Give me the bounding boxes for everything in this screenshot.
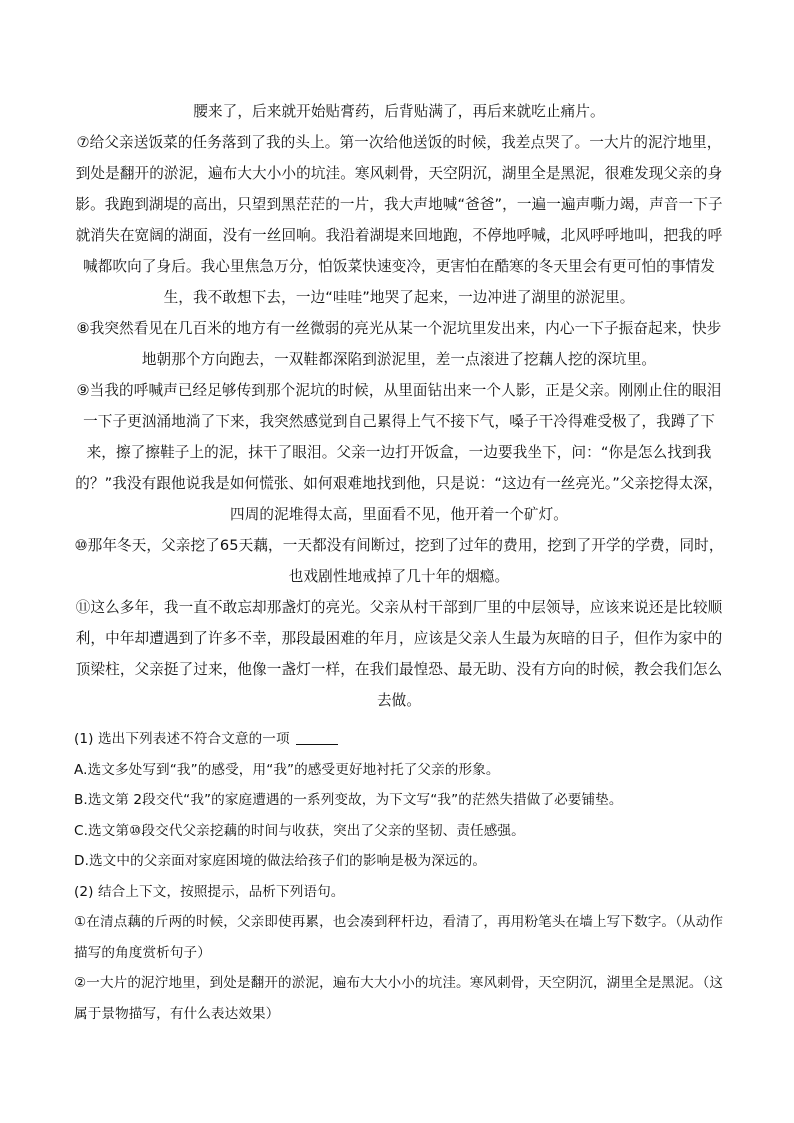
- passage-paragraph-9: ⑨当我的呼喊声已经足够传到那个泥坑的时候，从里面钻出来一个人影，正是父亲。刚刚止住的眼泪一下子更汹涌地淌了下来，我突然感觉到自己累得上气不接下气，嗓子干冷得难受极了，我蹲了下来，擦了擦鞋子上的泥，抹干了眼泪。父亲一边打开饭盒，一边要我坐下，问：“你是怎么找到我的？”我没有跟他说我是如何慌张、如何艰难地找到他，只是说：“这边有一丝亮光。”父亲挖得太深，四周的泥堆得太高，里面看不见，他开着一个矿灯。: [75, 382, 723, 523]
- passage-paragraph-10: ⑩那年冬天，父亲挖了65天藕，一天都没有间断过，挖到了过年的费用，挖到了开学的学费，同时，也戏剧性地戒掉了几十年的烟瘾。: [74, 537, 724, 585]
- reading-passage: [74, 96, 724, 716]
- question-2-stem: (2) 结合上下文，按照提示，品析下列语句。: [74, 883, 345, 900]
- question-1-stem: [74, 724, 724, 755]
- question-1-option-a: A.选文多处写到“我”的感受，用“我”的感受更好地衬托了父亲的形象。: [74, 761, 500, 778]
- question-section: [74, 724, 724, 1029]
- question-1-text: (1) 选出下列表述不符合文意的一项: [74, 731, 290, 747]
- passage-paragraph-11: ⑪这么多年，我一直不敢忘却那盏灯的亮光。父亲从村干部到厂里的中层领导，应该来说还是比较顺利，中年却遭遇到了许多不幸，那段最困难的年月，应该是父亲人生最为灰暗的日子，但作为家中的顶梁柱，父亲挺了过来，他像一盏灯一样，在我们最惶恐、最无助、没有方向的时候，教会我们怎么去做。: [75, 599, 723, 709]
- passage-paragraph-7: ⑦给父亲送饭菜的任务落到了我的头上。第一次给他送饭的时候，我差点哭了。一大片的泥泞地里，到处是翻开的淤泥，遍布大大小小的坑洼。寒风刺骨，天空阴沉，湖里全是黑泥，很难发现父亲的身影。我跑到湖堤的高出，只望到黑茫茫的一片，我大声地喊“爸爸”，一遍一遍声嘶力竭，声音一下子就消失在宽阔的湖面，没有一丝回响。我沿着湖堤来回地跑，不停地呼喊，北风呼呼地叫，把我的呼喊都吹向了身后。我心里焦急万分，怕饭菜快速变冷，更害怕在酷寒的冬天里会有更可怕的事情发生，我不敢想下去，一边“哇哇”地哭了起来，一边冲进了湖里的淤泥里。: [75, 134, 723, 306]
- question-2-item-1: ①在清点藕的斤两的时候，父亲即使再累，也会凑到秤杆边，看清了，再用粉笔头在墙上写下数字。（从动作描写的角度赏析句子）: [74, 914, 724, 961]
- passage-paragraph-8: ⑧我突然看见在几百米的地方有一丝微弱的亮光从某一个泥坑里发出来，内心一下子振奋起来，快步地朝那个方向跑去，一双鞋都深陷到淤泥里，差一点滚进了挖藕人挖的深坑里。: [76, 320, 722, 368]
- question-1-option-b: B.选文第 2段交代“我”的家庭遭遇的一系列变故，为下文写“我”的茫然失措做了必要铺垫。: [74, 792, 623, 808]
- answer-blank: [296, 730, 338, 745]
- question-2-item-2: ②一大片的泥泞地里，到处是翻开的淤泥，遍布大大小小的坑洼。寒风刺骨，天空阴沉，湖里全是黑泥。（这属于景物描写，有什么表达效果）: [74, 975, 724, 1022]
- question-1-option-d: D.选文中的父亲面对家庭困境的做法给孩子们的影响是极为深远的。: [74, 853, 487, 869]
- passage-paragraph-6-end: 腰来了，后来就开始贴膏药，后背贴满了，再后来就吃止痛片。: [193, 103, 605, 120]
- question-1-option-c: C.选文第⑩段交代父亲挖藕的时间与收获，突出了父亲的坚韧、责任感强。: [74, 822, 525, 839]
